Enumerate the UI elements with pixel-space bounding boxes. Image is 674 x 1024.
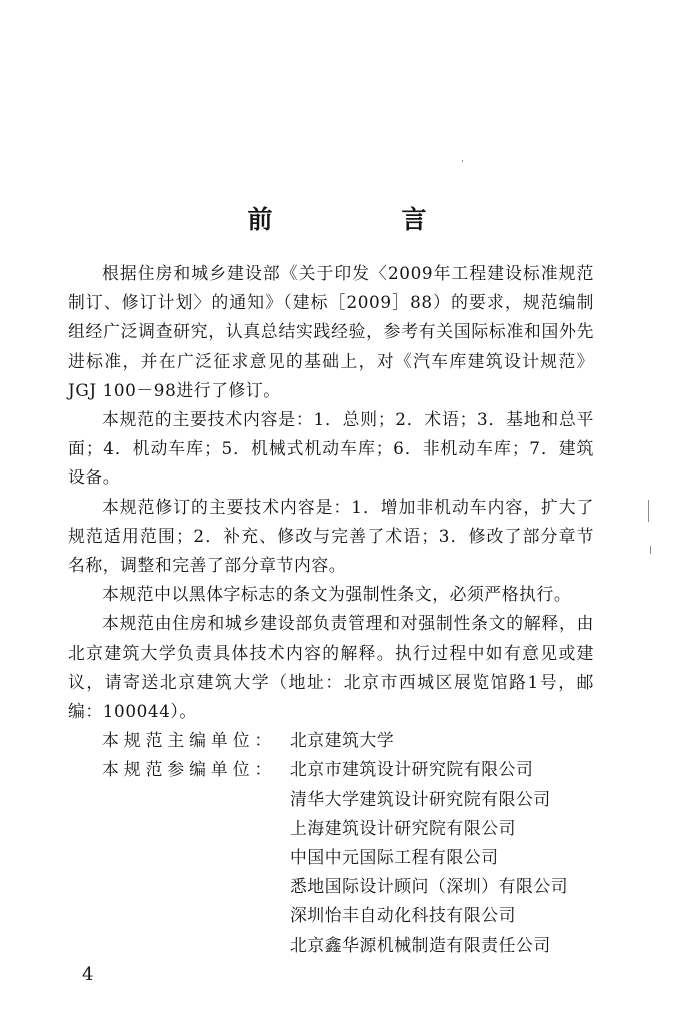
participating-units-list: [290, 755, 568, 959]
chief-unit-label: 本规范主编单位：: [102, 730, 277, 751]
chief-unit-row: [68, 726, 594, 755]
paragraph-revision-contents: 本规范修订的主要技术内容是：1．增加非机动车内容，扩大了规范适用范围；2．补充、修改与完善了术语；3．修改了部分章节名称，调整和完善了部分章节内容。: [68, 496, 594, 576]
page-title: 前 言: [247, 204, 479, 234]
participating-unit: 北京市建筑设计研究院有限公司: [290, 759, 534, 780]
paragraph-main-contents: 本规范的主要技术内容是：1．总则；2．术语；3．基地和总平面；4．机动车库；5．机械式机动车库；6．非机动车库；7．建筑设备。: [68, 409, 594, 488]
page-number: 4: [82, 964, 94, 985]
participating-unit: 中国中元国际工程有限公司: [290, 847, 499, 868]
chief-unit-name: 北京建筑大学: [290, 730, 395, 751]
paragraph-revision-background: 根据住房和城乡建设部《关于印发〈2009年工程建设标准规范制订、修订计划〉的通知》（建标［2009］88）的要求，规范编制组经广泛调查研究，认真总结实践经验，参考有关国际标准和国外先进标准，并在广泛征求意见的基础上，对《汽车库建筑设计规范》JGJ 100－98进行了修订。: [68, 263, 594, 400]
participating-unit: 悉地国际设计顾问（深圳）有限公司: [290, 876, 569, 897]
participating-units-label: 本规范参编单位：: [102, 759, 277, 780]
preface-body: [68, 259, 594, 960]
participating-unit: 深圳怡丰自动化科技有限公司: [290, 905, 516, 926]
participating-units-row: [68, 755, 594, 959]
participating-unit: 上海建筑设计研究院有限公司: [290, 817, 516, 838]
scan-artifact: [462, 160, 463, 162]
scan-artifact: [650, 546, 651, 554]
paragraph-mandatory-clauses: 本规范中以黑体字标志的条文为强制性条文，必须严格执行。: [102, 584, 572, 605]
scan-artifact: [648, 500, 649, 522]
paragraph-administration: 本规范由住房和城乡建设部负责管理和对强制性条文的解释，由北京建筑大学负责具体技术内容的解释。执行过程中如有意见或建议，请寄送北京建筑大学（地址：北京市西城区展览馆路1号，邮编：100044）。: [68, 613, 594, 722]
participating-unit: 北京鑫华源机械制造有限责任公司: [290, 934, 551, 955]
participating-unit: 清华大学建筑设计研究院有限公司: [290, 788, 551, 809]
